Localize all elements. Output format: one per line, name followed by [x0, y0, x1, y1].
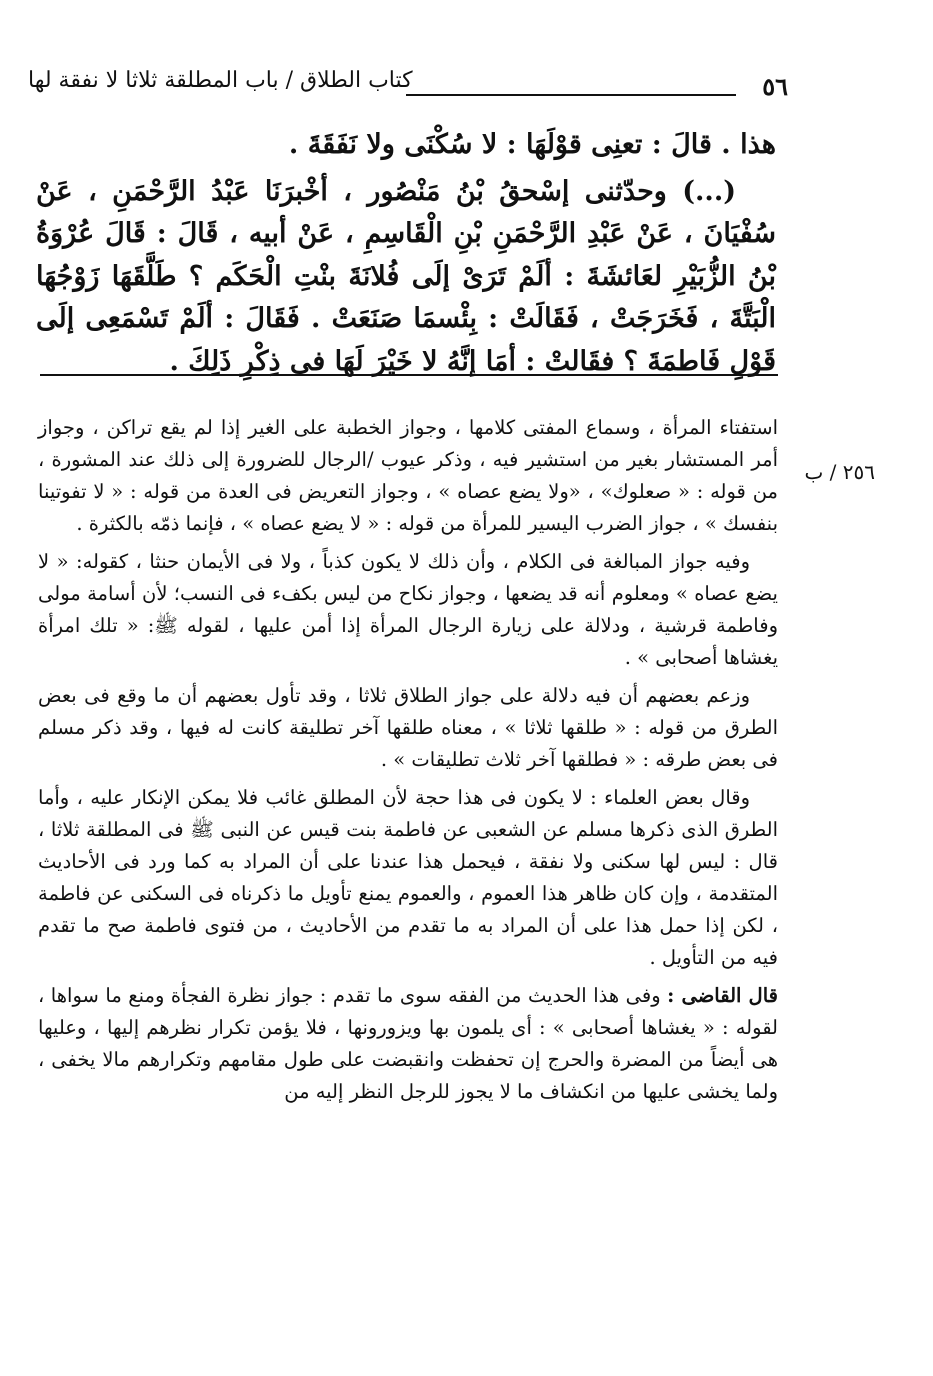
commentary-paragraph-1: استفتاء المرأة ، وسماع المفتى كلامها ، وجواز الخطبة على الغير إذا لم يقع تراكن ، وجواز أمر المستشار بغير من استشير فيه ، وذكر عيوب /الرجال للضرورة إلى ذلك عند المشورة ، من قوله : « صعلوك» ، «ولا يضع عصاه » ، وجواز التعريض فى العدة من قوله : « لا تفوتينا بنفسك » ، جواز الضرب اليسير للمرأة من قوله : « لا يضع عصاه » ، فإنما ذمّه بالكثرة .: [38, 416, 778, 535]
commentary-paragraph-5: [38, 980, 778, 1108]
hadith-paragraph-2: (...) وحدّثنى إسْحقُ بْنُ مَنْصُور ، أخْبرَنَا عَبْدُ الرَّحْمَنِ ، عَنْ سُفْيَانَ ، عَنْ عَبْدِ الرَّحْمَنِ بْنِ الْقَاسِمِ ، عَنْ أبيه ، قَالَ : قَالَ عُرْوَةُ بْنُ الزُّبَيْرِ لعَائشَةَ : ألَمْ تَرَىْ إلَى فُلانَةَ بنْتِ الْحَكَم ؟ طَلَّقَهَا زَوْجُهَا الْبَتَّةَ ، فَخَرَجَتْ ، فَقَالَتْ : بِئْسمَا صَنَعَتْ . فَقَالَ : ألَمْ تَسْمَعِى إلَى قَوْلِ فَاطمَةَ ؟ فقَالتْ : أمَا إنَّهُ لا خَيْرَ لَهَا فى ذِكْرِ ذَلِكَ .: [36, 175, 776, 377]
running-title: كتاب الطلاق / باب المطلقة ثلاثا لا نفقة لها: [28, 68, 413, 93]
commentary-paragraph-3: وزعم بعضهم أن فيه دلالة على جواز الطلاق ثلاثا ، وقد تأول بعضهم أن ما وقع فى بعض الطرق من قوله : « طلقها ثلاثا » ، معناه طلقها آخر تطليقة كانت له فيها ، وقد ذكر مسلم فى بعض طرقه : « فطلقها آخر ثلاث تطليقات » .: [38, 684, 778, 771]
commentary-paragraph-5-body: وفى هذا الحديث من الفقه سوى ما تقدم : جواز نظرة الفجأة ومنع ما سواها ، لقوله : « يغشاها أصحابى » : أى يلمون بها ويزورونها ، فلا يؤمن تكرار نظرهم إليها ، وعليها هى أيضاً من المضرة والحرج إن تحفظت وانقبضت على طول مقامهم وتكرارهم مالا يخفى ، ولما يخشى عليها من انكشاف ما لا يجوز للرجل النظر إليه من: [38, 984, 778, 1103]
footnote-divider: [40, 374, 778, 376]
header-rule: [406, 94, 736, 96]
page-header: [28, 68, 788, 108]
commentary-text: [38, 412, 778, 1114]
manuscript-folio-note: ٢٥٦ / ب: [804, 460, 875, 484]
commentary-paragraph-4: وقال بعض العلماء : لا يكون فى هذا حجة لأن المطلق غائب فلا يمكن الإنكار عليه ، وأما الطرق الذى ذكرها مسلم عن الشعبى عن فاطمة بنت قيس عن النبى ﷺ فى المطلقة ثلاثا ، قال : ليس لها سكنى ولا نفقة ، فيحمل هذا عندنا على أن المراد به كما ورد فى الأحاديث المتقدمة ، وإن كان ظاهر هذا العموم ، والعموم يمنع تأويل ما ذكرناه فى السكنى عن فاطمة ، لكن إذا حمل هذا على أن المراد به ما تقدم من الأحاديث ، من فتوى فاطمة صح ما تقدم فيه من التأويل .: [38, 786, 778, 969]
hadith-text: [36, 124, 776, 387]
qadi-lead: قال القاضى :: [667, 984, 778, 1007]
page-number: ٥٦: [762, 72, 788, 101]
hadith-paragraph-1: هذا . قالَ : تعنِى قوْلَهَا : لا سُكْنَى ولا نَفَقَةَ .: [288, 129, 776, 160]
commentary-paragraph-2: وفيه جواز المبالغة فى الكلام ، وأن ذلك لا يكون كذباً ، ولا فى الأيمان حنثا ، كقوله: « لا يضع عصاه » ومعلوم أنه قد يضعها ، وجواز نكاح من ليس بكفء فى النسب؛ لأن أسامة مولى وفاطمة قرشية ، ودلالة على زيارة الرجال المرأة إذا أمن عليها ، لقوله ﷺ: « تلك امرأة يغشاها أصحابى » .: [38, 550, 778, 669]
